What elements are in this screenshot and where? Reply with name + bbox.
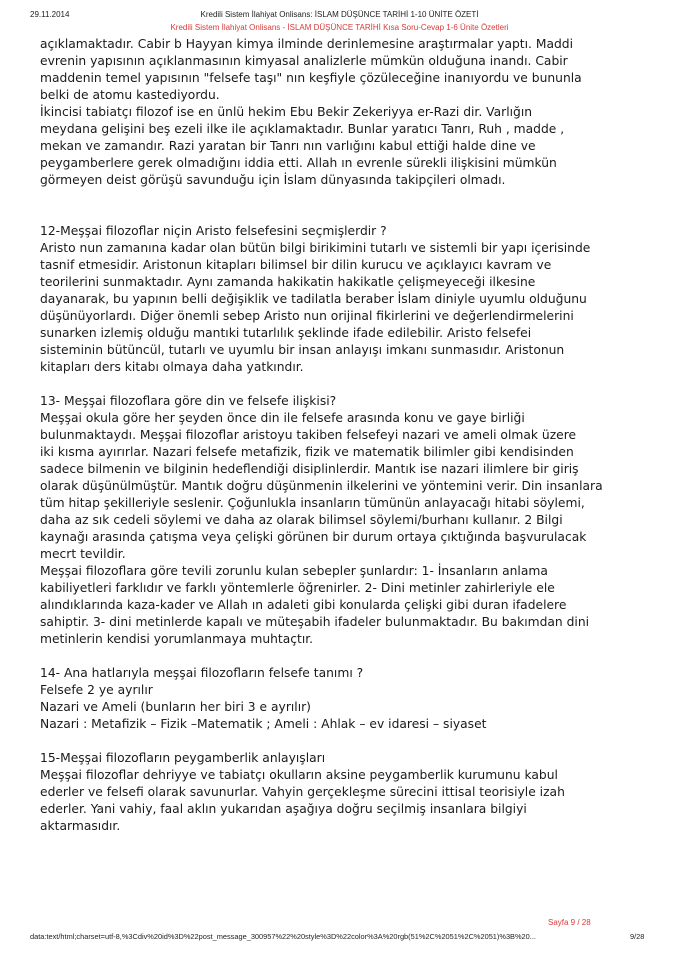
text-line: peygamberlere gerek olmadığını iddia etti. Allah ın evrenle sürekli ilişkisini mümkün [40, 156, 557, 170]
print-date: 29.11.2014 [30, 10, 70, 19]
text-line: alındıklarında kaza-kader ve Allah ın adaleti gibi konularda çelişki gibi duran ifadelere [40, 598, 567, 612]
text-line: kabiliyetleri farklıdır ve farklı yöntemlerle öğrenirler. 2- Dini metinler zahirleriyle ele [40, 581, 555, 595]
text-line: Meşşai okula göre her şeyden önce din ile felsefe arasında konu ve gaye birliği [40, 411, 525, 425]
text-line: olarak düşünülmüştür. Mantık doğru düşünmenin ilkelerini ve yöntemini verir. Din insanlara [40, 479, 603, 493]
source-url: data:text/html;charset=utf-8,%3Cdiv%20id%3D%22post_message_300957%22%20style%3D%22color%3A%20rgb(51%2C%2051%2C%2051)%3B%20... [30, 932, 536, 941]
intro-paragraph [40, 36, 650, 189]
text-line: düşünüyorlardı. Diğer önemli sebep Aristo nun orijinal fikirlerini ve değerlendirmelerini [40, 309, 574, 323]
question-12 [40, 223, 650, 376]
question-14 [40, 665, 650, 733]
question-heading: 13- Meşşai filozoflara göre din ve felsefe ilişkisi? [40, 394, 337, 408]
print-header [0, 6, 679, 20]
document-title-overlay: Kredili Sistem İlahiyat Onlisans - İSLAM DÜŞÜNCE TARİHİ Kısa Soru-Cevap 1-6 Ünite Özetleri [170, 23, 509, 32]
text-line: metinlerin kendisi yorumlanmaya muhtaçtır. [40, 632, 314, 646]
text-line: evrenin yapısının açıklanmasının kimyasal analizlerle mümkün olduğuna inandı. Cabir [40, 54, 568, 68]
text-line: Meşşai filozoflar dehriyye ve tabiatçı okulların aksine peygamberlik kurumunu kabul [40, 768, 558, 782]
text-line: tüm hitap şekilleriyle seslenir. Çoğunlukla insanların tümünün anlayacağı hitabi söylemi, [40, 496, 585, 510]
print-footer [0, 932, 679, 944]
text-line: Nazari ve Ameli (bunların her biri 3 e ayrılır) [40, 700, 311, 714]
text-line: görmeyen deist görüşü savunduğu için İslam dünyasında takipçileri olmadı. [40, 173, 506, 187]
print-title: Kredili Sistem İlahiyat Onlisans: İSLAM DÜŞÜNCE TARİHİ 1-10 ÜNİTE ÖZETİ [200, 10, 479, 19]
text-line: sadece bilmenin ve bilginin hedeflendiği disiplinlerdir. Mantık ise nazari ilimlere bir giriş [40, 462, 579, 476]
text-line: İkincisi tabiatçı filozof ise en ünlü hekim Ebu Bekir Zekeriyya er-Razi dir. Varlığın [40, 105, 533, 119]
question-heading: 15-Meşşai filozofların peygamberlik anlayışları [40, 751, 326, 765]
text-line: belki de atomu kastediyordu. [40, 88, 220, 102]
text-line: teorilerini sunmaktadır. Aynı zamanda hakikatin hakikatle çelişmeyeceği ilkesine [40, 275, 536, 289]
text-line: Aristo nun zamanına kadar olan bütün bilgi birikimini tutarlı ve sistemli bir yapı içerisinde [40, 241, 591, 255]
text-line: aktarmasıdır. [40, 819, 121, 833]
text-line: sahiptir. 3- dini metinlerde kapalı ve müteşabih ifadeler bulunmaktadır. Bu bakımdan dini [40, 615, 590, 629]
text-line: kaynağı arasında çatışma veya çelişki görünen bir durum ortaya çıktığında başvurulacak [40, 530, 587, 544]
text-line: Nazari : Metafizik – Fizik –Matematik ; Ameli : Ahlak – ev idaresi – siyaset [40, 717, 487, 731]
text-line: kitapları ders kitabı olmaya daha yatkındır. [40, 360, 304, 374]
document-body [40, 36, 650, 835]
text-line: ederler ve felsefi olarak savunurlar. Vahyin gerçekleşme sürecini ittisal teorisiyle izah [40, 785, 565, 799]
text-line: mecrt tevildir. [40, 547, 126, 561]
text-line: meydana gelişini beş ezeli ilke ile açıklamaktadır. Bunlar yaratıcı Tanrı, Ruh , madde , [40, 122, 565, 136]
text-line: sunarken izlemiş olduğu mantıki tutarlılık şeklinde ifade edilebilir. Aristo felsefei [40, 326, 532, 340]
text-line: Meşşai filozoflara göre tevili zorunlu kulan sebepler şunlardır: 1- İnsanların anlama [40, 564, 548, 578]
page-label: Sayfa 9 / 28 [548, 918, 591, 927]
text-line: tasnif etmesidir. Aristonun kitapları bilimsel bir dilin kurucu ve açıklayıcı kavram ve [40, 258, 552, 272]
text-line: Felsefe 2 ye ayrılır [40, 683, 153, 697]
text-line: mekan ve zamandır. Razi yaratan bir Tanrı nın varlığını kabul ettiği halde dine ve [40, 139, 536, 153]
question-heading: 12-Meşşai filozoflar niçin Aristo felsefesini seçmişlerdir ? [40, 224, 387, 238]
question-13 [40, 393, 650, 648]
text-line: maddenin temel yapısının "felsefe taşı" nın keşfiyle çözüleceğine inanıyordu ve bununla [40, 71, 582, 85]
page-number: 9/28 [630, 932, 645, 941]
text-line: dayanarak, bu yapının belli değişiklik ve tadilatla beraber İslam diniyle uyumlu olduğunu [40, 292, 587, 306]
text-line: ederler. Yani vahiy, faal aklın yukarıdan aşağıya doğru seçilmiş insanlara bilgiyi [40, 802, 527, 816]
text-line: daha az sık cedeli söylemi ve daha az olarak bilimsel söylemi/burhanı kullanır. 2 Bilgi [40, 513, 563, 527]
question-15 [40, 750, 650, 835]
question-heading: 14- Ana hatlarıyla meşşai filozofların felsefe tanımı ? [40, 666, 364, 680]
text-line: açıklamaktadır. Cabir b Hayyan kimya ilminde derinlemesine araştırmalar yaptı. Maddi [40, 37, 574, 51]
text-line: sisteminin bütüncül, tutarlı ve uyumlu bir insan anlayışı imkanı sunmasıdır. Aristonun [40, 343, 565, 357]
text-line: iki kısma ayırırlar. Nazari felsefe metafizik, fizik ve matematik bilimler gibi kendisinden [40, 445, 574, 459]
text-line: bulunmaktaydı. Meşşai filozoflar aristoyu takiben felsefeyi nazari ve ameli olmak üzere [40, 428, 577, 442]
